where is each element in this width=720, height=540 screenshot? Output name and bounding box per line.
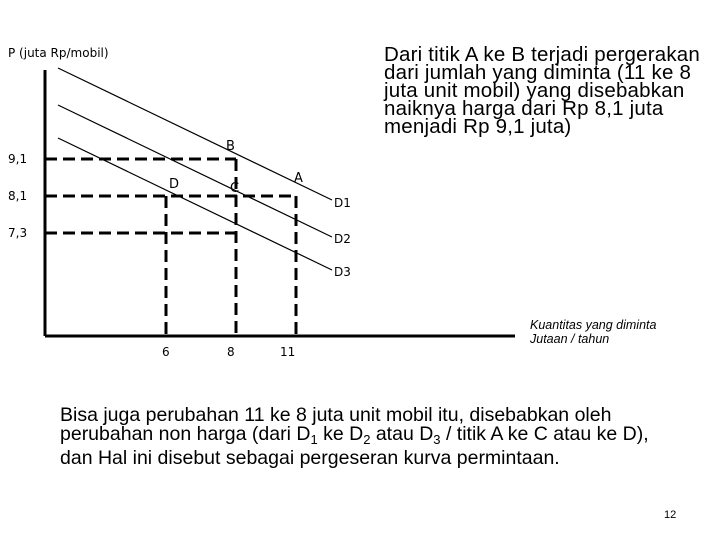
explanation-shift-text	[60, 406, 660, 468]
shift-text-part1: Bisa juga perubahan 11 ke 8 juta unit mobil itu, disebabkan oleh perubahan non harga (dari D	[60, 404, 612, 445]
shift-text-part2: ke D	[317, 422, 364, 445]
point-label-c: C	[230, 181, 240, 196]
x-tick-11: 11	[280, 345, 296, 359]
curve-label-d2: D2	[334, 232, 351, 246]
point-label-b: B	[226, 139, 235, 154]
subscript-3: 3	[433, 431, 441, 447]
y-tick-7-3: 7,3	[8, 226, 28, 240]
x-axis-label-line1: Kuantitas yang diminta	[530, 318, 657, 332]
x-tick-8: 8	[227, 345, 235, 359]
demand-curve-d2	[58, 105, 332, 237]
y-tick-8-1: 8,1	[8, 189, 28, 203]
y-tick-9-1: 9,1	[8, 152, 28, 166]
shift-text-part4: / titik A ke C atau ke D), dan Hal ini disebut sebagai pergeseran kurva permintaan.	[60, 422, 649, 469]
page-number: 12	[664, 509, 677, 521]
point-label-d: D	[169, 177, 180, 192]
subscript-1: 1	[310, 431, 318, 447]
curve-label-d1: D1	[334, 196, 351, 210]
x-tick-6: 6	[162, 345, 170, 359]
x-axis-label	[530, 318, 656, 346]
shift-text-part3: atau D	[370, 422, 434, 445]
y-axis-label: P (juta Rp/mobil)	[8, 46, 109, 60]
x-axis-label-line2: Jutaan / tahun	[530, 332, 610, 346]
subscript-2: 2	[363, 431, 371, 447]
point-label-a: A	[294, 171, 303, 186]
demand-curve-d1	[58, 68, 332, 200]
explanation-movement-text: Dari titik A ke B terjadi pergerakan dari jumlah yang diminta (11 ke 8 juta unit mobil) yang disebabkan naiknya harga dari Rp 8,1 juta menjadi Rp 9,1 juta)	[384, 43, 700, 138]
curve-label-d3: D3	[334, 265, 351, 279]
